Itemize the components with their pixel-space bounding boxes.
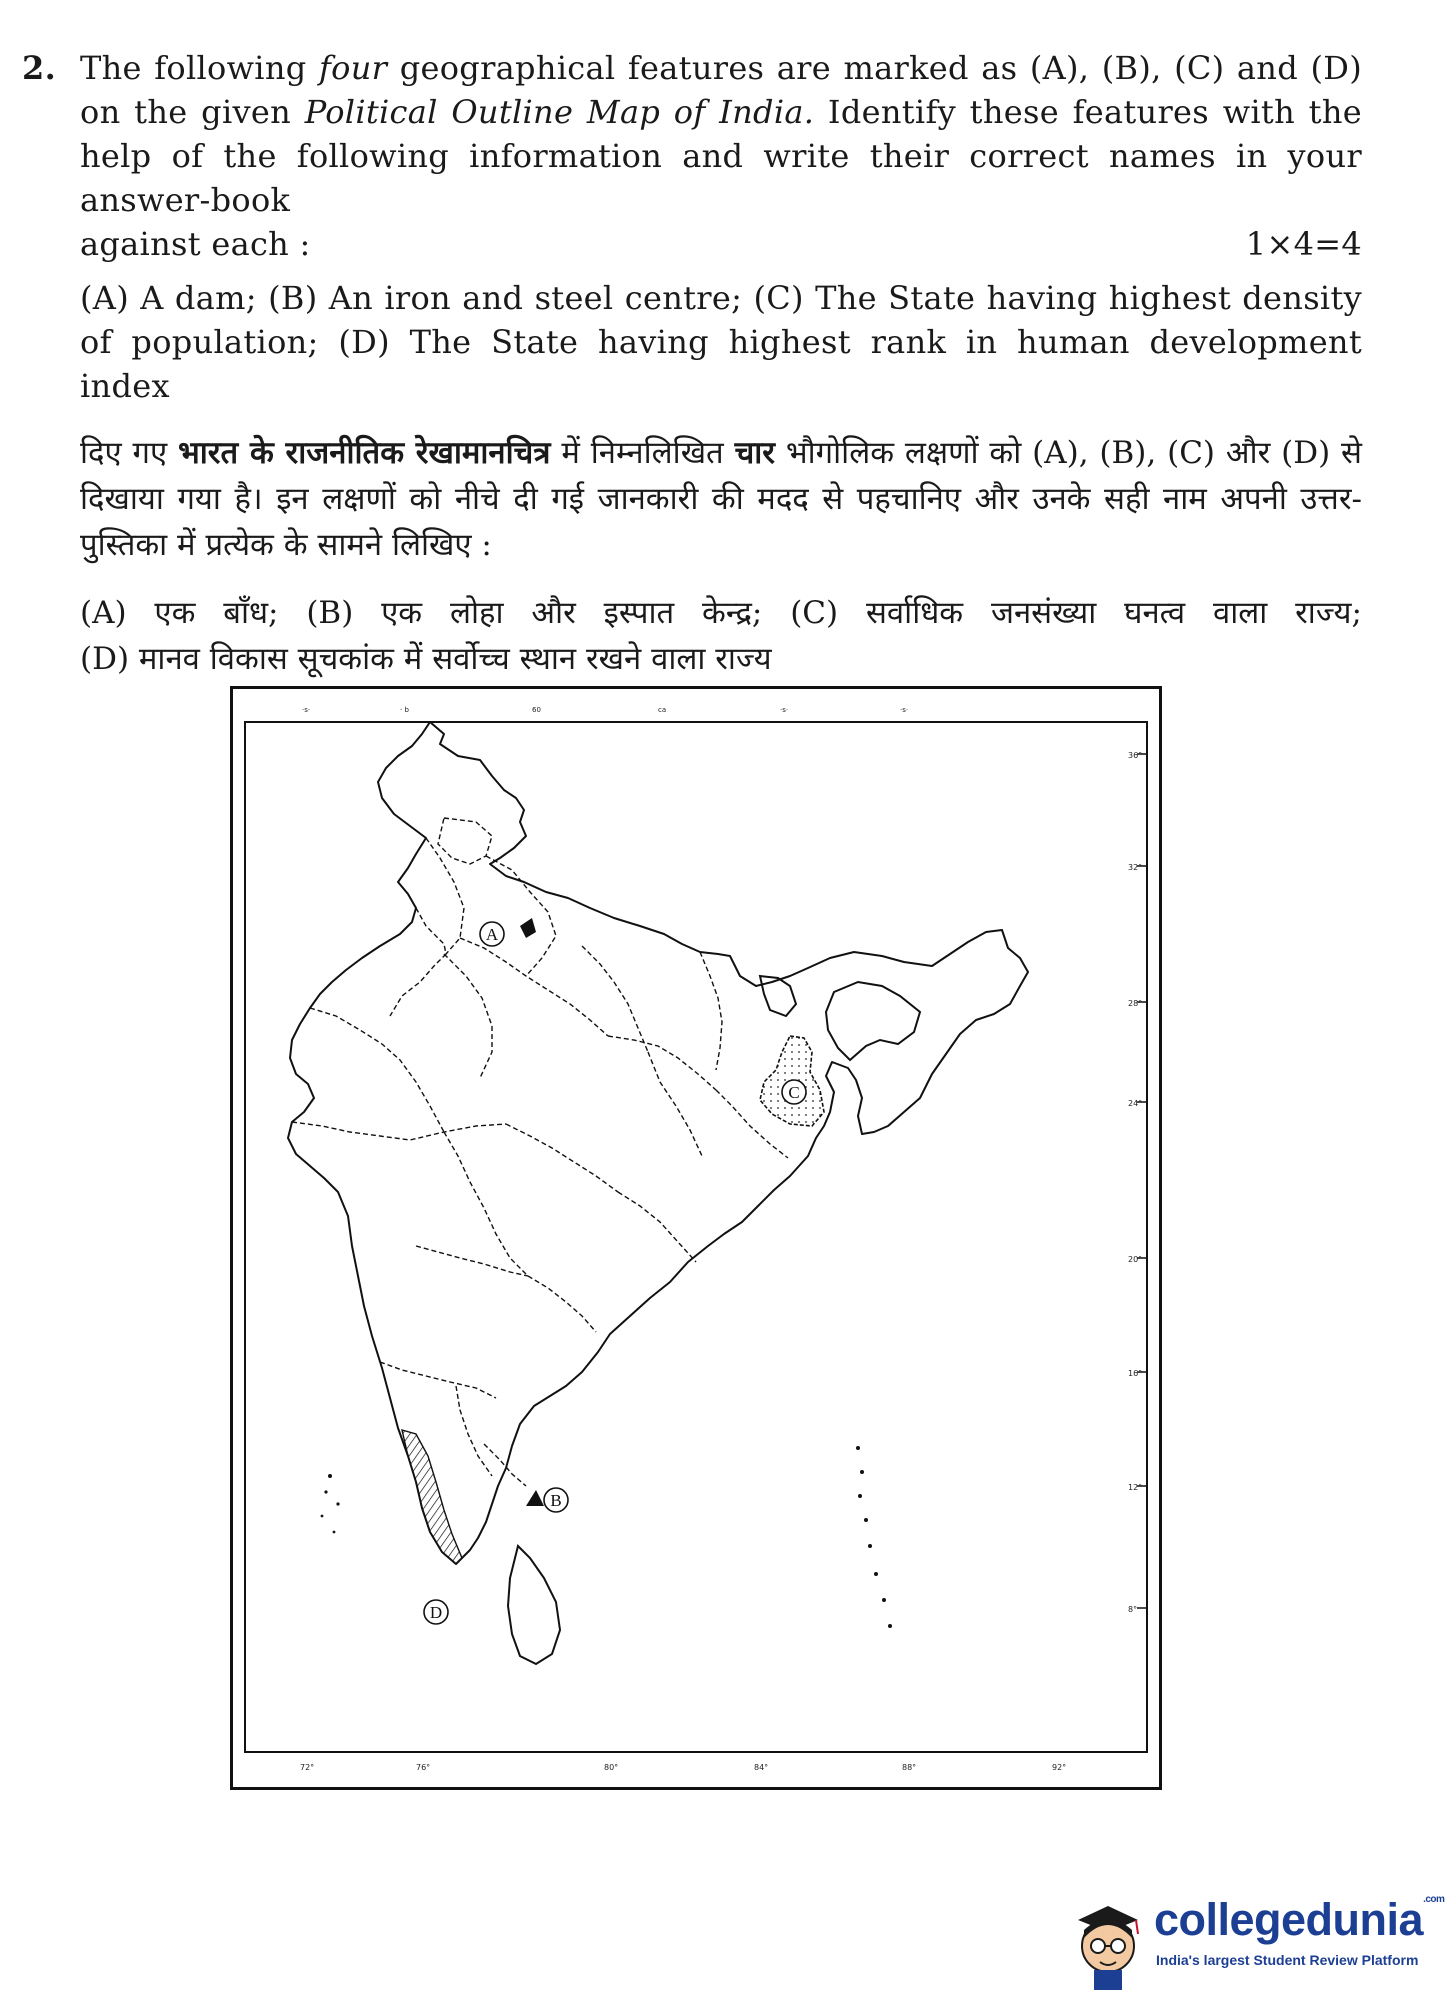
question-number: 2. xyxy=(22,49,57,87)
options-hi-line-1: (A) एक बाँध; (B) एक लोहा और इस्पात केन्द्र; (C) सर्वाधिक जनसंख्या घनत्व वाला राज्य; xyxy=(80,595,1362,631)
lon-label: 92° xyxy=(1052,1763,1067,1772)
collegedunia-logo xyxy=(1058,1882,1445,1992)
options-hi xyxy=(80,590,1362,682)
lon-label: 80° xyxy=(604,1763,619,1772)
lon-label: 88° xyxy=(902,1763,917,1772)
lat-label: 12° xyxy=(1128,1483,1143,1492)
lon-label: 72° xyxy=(300,1763,315,1772)
lon-label: 76° xyxy=(416,1763,431,1772)
svg-text:60: 60 xyxy=(532,706,541,714)
svg-text:C: C xyxy=(788,1083,800,1102)
lat-label: 24° xyxy=(1128,1099,1143,1108)
svg-text:B: B xyxy=(550,1491,562,1510)
intro-last-line: against each : xyxy=(80,225,311,263)
svg-text:D: D xyxy=(429,1603,443,1622)
svg-text:·s·: ·s· xyxy=(780,706,789,714)
lat-label: 16° xyxy=(1128,1369,1143,1378)
map-outer-frame xyxy=(232,688,1161,1789)
logo-wordmark: collegedunia$^{.com}$ xyxy=(1154,1894,1445,1945)
lat-label: 36° xyxy=(1128,751,1143,760)
marker-d xyxy=(424,1600,448,1624)
mascot-icon xyxy=(1058,1882,1158,1992)
lat-label: 28° xyxy=(1128,999,1143,1008)
svg-text:ca: ca xyxy=(658,706,667,714)
lon-label: 84° xyxy=(754,1763,769,1772)
lat-label: 20° xyxy=(1128,1255,1143,1264)
svg-text:·s·: ·s· xyxy=(900,706,909,714)
svg-text:·s·: ·s· xyxy=(302,706,311,714)
marker-b xyxy=(544,1488,568,1512)
logo-tagline: India's largest Student Review Platform xyxy=(1156,1952,1419,1968)
question-intro-en: The following four geographical features are marked as (A), (B), (C) and (D) on the given Political Outline Map of India. Identify these features with the help of the following information and write their correct names in your answer-book xyxy=(80,49,1362,219)
marker-c xyxy=(782,1080,806,1104)
marks-label: 1×4=4 xyxy=(1245,225,1362,263)
question-block xyxy=(22,46,1362,682)
lat-label: 8° xyxy=(1128,1605,1138,1614)
lat-label: 32° xyxy=(1128,863,1143,872)
options-en: (A) A dam; (B) An iron and steel centre; (C) The State having highest density of population; (D) The State having highest rank in human development index xyxy=(80,279,1362,405)
svg-text:A: A xyxy=(485,925,499,944)
india-political-outline-map xyxy=(230,686,1162,1790)
svg-text:· b: · b xyxy=(400,706,409,714)
options-hi-line-2: (D) मानव विकास सूचकांक में सर्वोच्च स्थान रखने वाला राज्य xyxy=(80,641,772,677)
marker-a xyxy=(480,922,504,946)
question-intro-hi: दिए गए भारत के राजनीतिक रेखामानचित्र में निम्नलिखित चार भौगोलिक लक्षणों को (A), (B), (C) और (D) से दिखाया गया है। इन लक्षणों को नीचे दी गई जानकारी की मदद से पहचानिए और उनके सही नाम अपनी उत्तर-पुस्तिका में प्रत्येक के सामने लिखिए : xyxy=(80,435,1363,563)
